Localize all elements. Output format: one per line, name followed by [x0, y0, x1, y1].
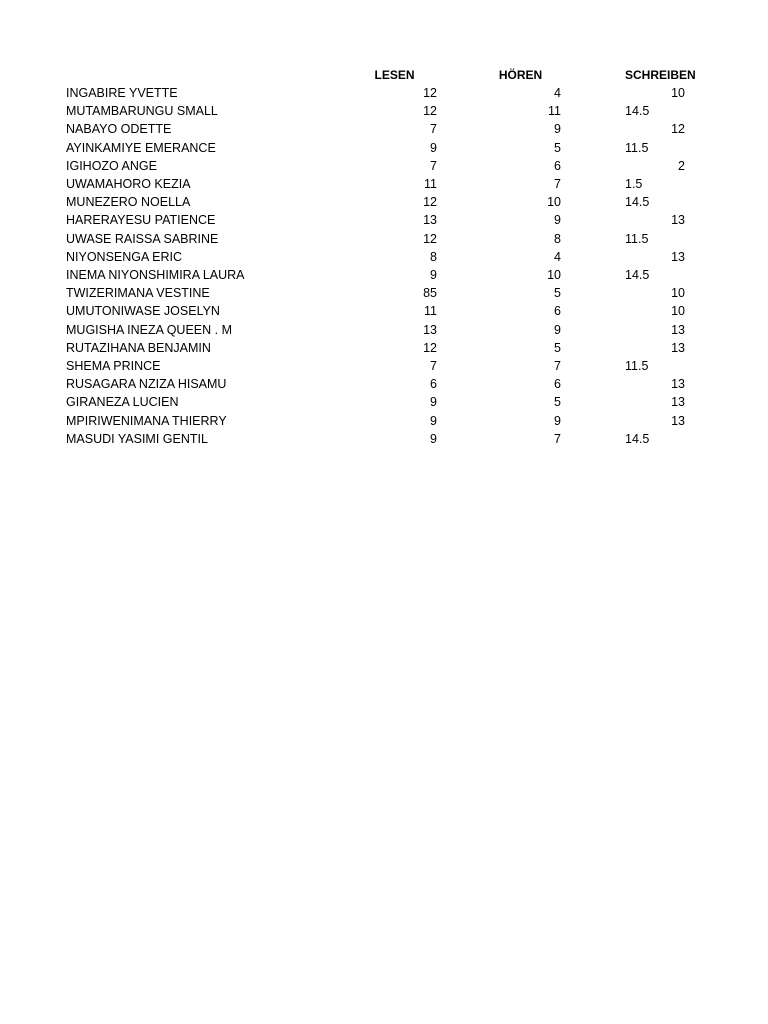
lesen-score: 9	[430, 431, 437, 446]
horen-score: 7	[554, 177, 561, 191]
student-name: MUNEZERO NOELLA	[66, 195, 191, 210]
lesen-score: 8	[430, 249, 437, 264]
schreiben-score: 14.5	[625, 104, 650, 119]
schreiben-score: 13	[671, 413, 685, 428]
lesen-score: 9	[430, 413, 437, 428]
horen-score: 9	[554, 413, 561, 428]
schreiben-score: 14.5	[625, 431, 650, 446]
schreiben-score: 10	[671, 286, 685, 301]
lesen-score: 6	[430, 377, 437, 392]
horen-score: 9	[554, 122, 561, 137]
student-name: TWIZERIMANA VESTINE	[66, 286, 210, 301]
schreiben-score: 13	[671, 213, 685, 228]
student-name: AYINKAMIYE EMERANCE	[66, 140, 216, 155]
schreiben-score: 13	[671, 377, 685, 392]
lesen-score: 85	[423, 286, 437, 301]
table-row	[0, 393, 768, 411]
horen-score: 9	[554, 213, 561, 228]
schreiben-score: 11.5	[625, 359, 649, 373]
header-horen: HÖREN	[498, 68, 543, 82]
lesen-score: 12	[423, 231, 437, 246]
student-name: UMUTONIWASE JOSELYN	[66, 304, 220, 319]
horen-score: 5	[554, 140, 561, 155]
lesen-score: 9	[430, 140, 437, 155]
horen-score: 5	[554, 395, 561, 410]
schreiben-score: 14.5	[625, 195, 650, 210]
student-name: RUTAZIHANA BENJAMIN	[66, 340, 211, 355]
horen-score: 10	[547, 195, 561, 210]
schreiben-score: 13	[671, 340, 685, 355]
lesen-score: 12	[423, 195, 437, 210]
table-row	[0, 102, 768, 120]
table-row	[0, 120, 768, 138]
horen-score: 8	[554, 231, 561, 246]
student-name: UWASE RAISSA SABRINE	[66, 231, 219, 246]
table-row	[0, 321, 768, 339]
lesen-score: 7	[430, 158, 437, 173]
student-name: HARERAYESU PATIENCE	[66, 213, 216, 228]
table-row	[0, 302, 768, 320]
table-row	[0, 284, 768, 302]
horen-score: 5	[554, 340, 561, 355]
schreiben-score: 11.5	[625, 231, 649, 246]
horen-score: 6	[554, 304, 561, 319]
student-name: NIYONSENGA ERIC	[66, 249, 182, 264]
lesen-score: 13	[423, 322, 437, 337]
horen-score: 7	[554, 359, 561, 373]
table-row	[0, 357, 768, 375]
schreiben-score: 13	[671, 322, 685, 337]
schreiben-score: 12	[671, 122, 685, 137]
student-name: MUGISHA INEZA QUEEN . M	[66, 322, 232, 337]
header-lesen: LESEN	[374, 68, 415, 82]
student-name: IGIHOZO ANGE	[66, 158, 157, 173]
lesen-score: 12	[423, 104, 437, 119]
student-name: MASUDI YASIMI GENTIL	[66, 431, 208, 446]
table-row	[0, 175, 768, 193]
lesen-score: 12	[423, 340, 437, 355]
schreiben-score: 11.5	[625, 140, 649, 155]
student-name: UWAMAHORO KEZIA	[66, 177, 191, 191]
lesen-score: 9	[430, 268, 437, 282]
lesen-score: 7	[430, 122, 437, 137]
horen-score: 6	[554, 158, 561, 173]
horen-score: 9	[554, 322, 561, 337]
lesen-score: 13	[423, 213, 437, 228]
horen-score: 7	[554, 431, 561, 446]
schreiben-score: 13	[671, 249, 685, 264]
schreiben-score: 14.5	[625, 268, 650, 282]
horen-score: 5	[554, 286, 561, 301]
header-schreiben: SCHREIBEN	[625, 68, 696, 82]
table-row	[0, 339, 768, 357]
table-row	[0, 193, 768, 211]
student-name: RUSAGARA NZIZA HISAMU	[66, 377, 227, 392]
horen-score: 11	[548, 104, 561, 119]
lesen-score: 11	[424, 177, 437, 191]
horen-score: 4	[554, 86, 561, 100]
student-name: MPIRIWENIMANA THIERRY	[66, 413, 227, 428]
table-row	[0, 211, 768, 229]
table-row	[0, 84, 768, 102]
lesen-score: 11	[424, 304, 437, 319]
lesen-score: 7	[430, 359, 437, 373]
table-row	[0, 139, 768, 157]
table-row	[0, 412, 768, 430]
horen-score: 10	[547, 268, 561, 282]
student-name: SHEMA PRINCE	[66, 359, 161, 373]
table-row	[0, 430, 768, 448]
horen-score: 6	[554, 377, 561, 392]
student-name: NABAYO ODETTE	[66, 122, 172, 137]
schreiben-score: 2	[678, 158, 685, 173]
table-row	[0, 266, 768, 284]
table-row	[0, 157, 768, 175]
horen-score: 4	[554, 249, 561, 264]
schreiben-score: 13	[671, 395, 685, 410]
schreiben-score: 1.5	[625, 177, 643, 191]
student-name: MUTAMBARUNGU SMALL	[66, 104, 218, 119]
table-row	[0, 375, 768, 393]
schreiben-score: 10	[671, 304, 685, 319]
header-row	[0, 66, 768, 84]
lesen-score: 9	[430, 395, 437, 410]
schreiben-score: 10	[671, 86, 685, 100]
table-row	[0, 230, 768, 248]
student-name: INEMA NIYONSHIMIRA LAURA	[66, 268, 245, 282]
table-row	[0, 248, 768, 266]
student-name: INGABIRE YVETTE	[66, 86, 178, 100]
lesen-score: 12	[423, 86, 437, 100]
student-name: GIRANEZA LUCIEN	[66, 395, 179, 410]
